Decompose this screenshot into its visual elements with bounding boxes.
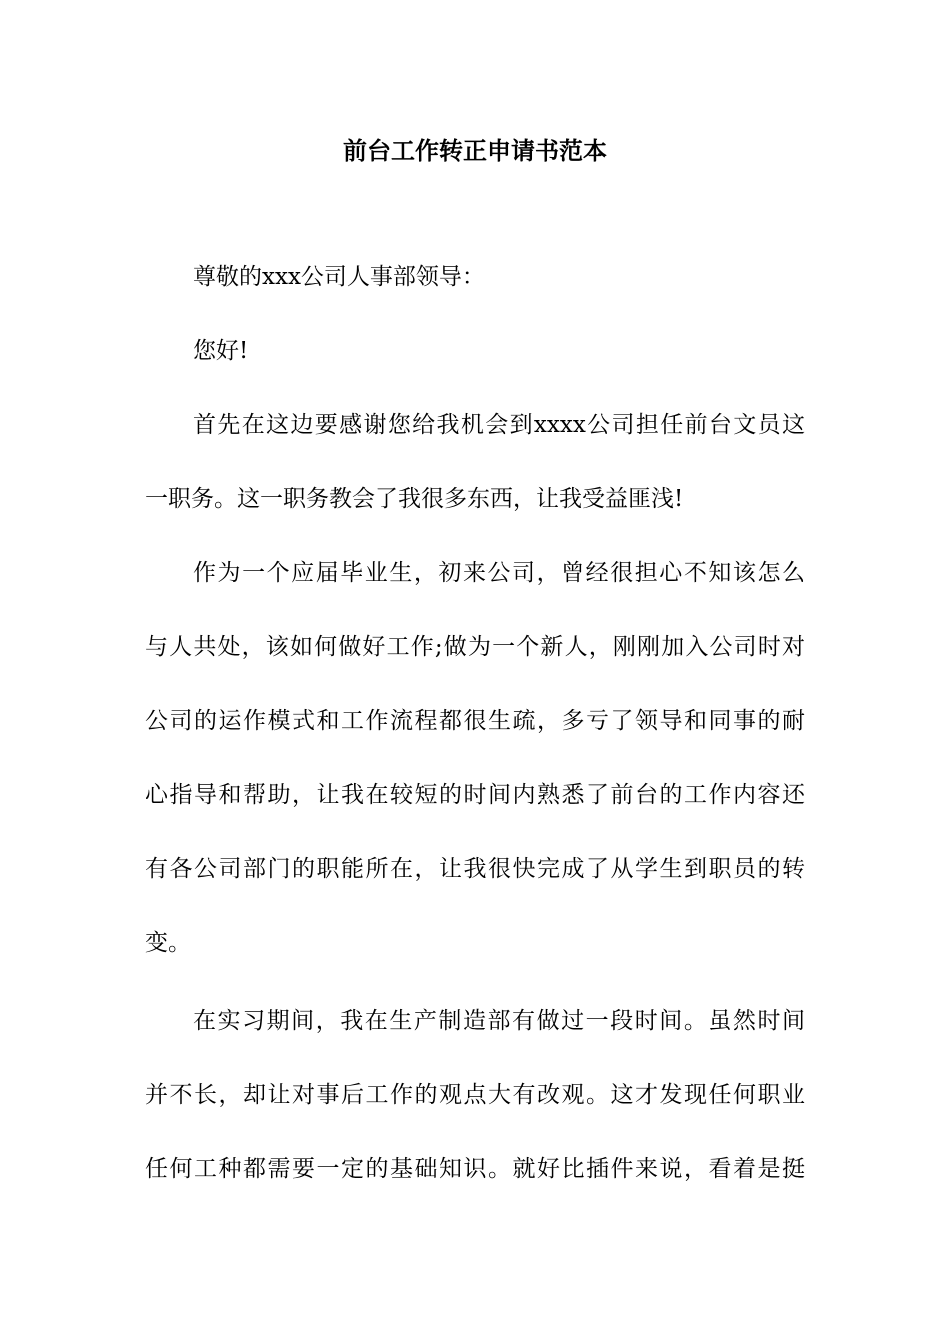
paragraph-1-line-1: 首先在这边要感谢您给我机会到xxxx公司担任前台文员这 bbox=[193, 412, 805, 438]
paragraph-3-line-2: 并不长，却让对事后工作的观点大有改观。这才发现任何职业 bbox=[145, 1082, 805, 1108]
paragraph-3-line-3: 任何工种都需要一定的基础知识。就好比插件来说，看着是挺 bbox=[145, 1156, 805, 1182]
paragraph-2-line-6: 变。 bbox=[145, 930, 191, 956]
document-title: 前台工作转正申请书范本 bbox=[343, 136, 607, 165]
paragraph-2-line-5: 有各公司部门的职能所在，让我很快完成了从学生到职员的转 bbox=[145, 856, 805, 882]
paragraph-2-line-2: 与人共处，该如何做好工作;做为一个新人，刚刚加入公司时对 bbox=[145, 634, 805, 660]
paragraph-3-line-1: 在实习期间，我在生产制造部有做过一段时间。虽然时间 bbox=[193, 1008, 805, 1034]
greeting-line: 您好! bbox=[193, 338, 249, 364]
paragraph-2-line-4: 心指导和帮助，让我在较短的时间内熟悉了前台的工作内容还 bbox=[145, 782, 805, 808]
paragraph-1-line-2: 一职务。这一职务教会了我很多东西，让我受益匪浅! bbox=[145, 486, 684, 512]
paragraph-2-line-1: 作为一个应届毕业生，初来公司，曾经很担心不知该怎么 bbox=[193, 560, 805, 586]
paragraph-2-line-3: 公司的运作模式和工作流程都很生疏，多亏了领导和同事的耐 bbox=[145, 708, 805, 734]
salutation-line: 尊敬的xxx公司人事部领导： bbox=[193, 264, 485, 290]
